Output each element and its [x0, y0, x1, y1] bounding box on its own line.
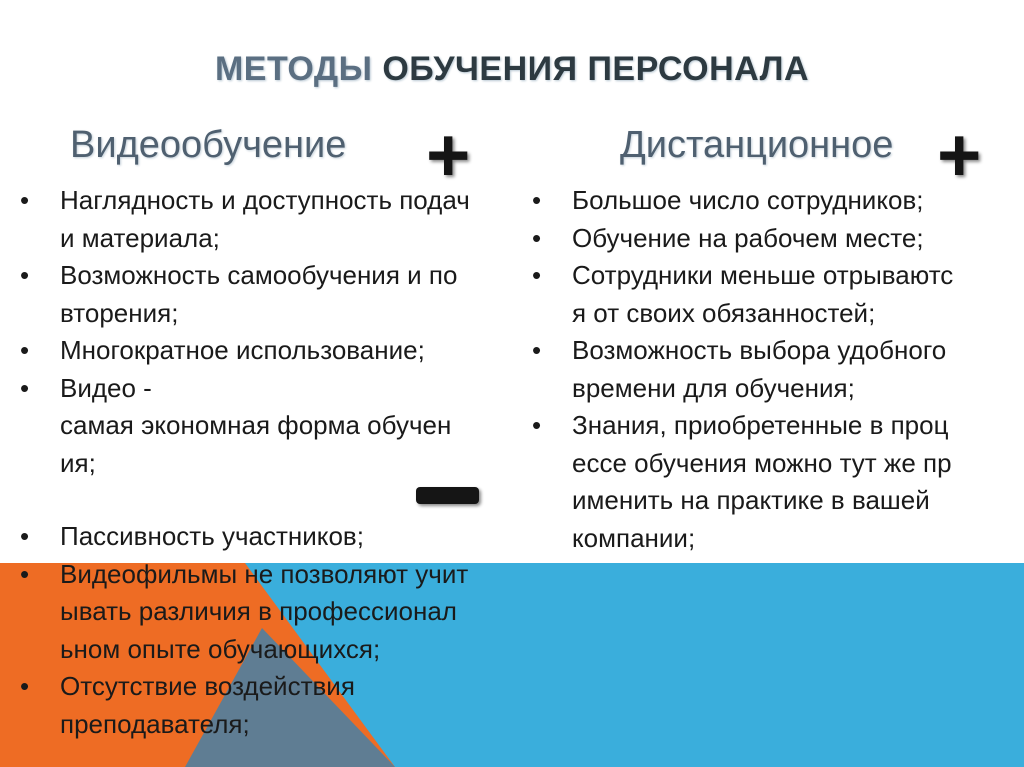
list-item: • Возможность выбора удобного времени для обучения;: [530, 332, 1010, 407]
list-item: • Пассивность участников;: [18, 518, 518, 556]
list-item: • Видео - самая экономная форма обучен ия;: [18, 370, 518, 483]
list-item: • Знания, приобретенные в проц ессе обучения можно тут же пр именить на практике в вашей компании;: [530, 407, 1010, 557]
heading-distance-learning: Дистанционное: [620, 124, 894, 166]
list-item: • Обучение на рабочем месте;: [530, 220, 1010, 258]
list-item: • Отсутствие воздействия преподавателя;: [18, 668, 518, 743]
distance-pros-list: [530, 182, 1010, 557]
list-item: • Сотрудники меньше отрываютс я от своих обязанностей;: [530, 257, 1010, 332]
list-item: • Большое число сотрудников;: [530, 182, 1010, 220]
plus-icon-left: +: [426, 113, 471, 198]
list-item: • Возможность самообучения и по вторения;: [18, 257, 518, 332]
slide-title-accent: МЕТОДЫ: [214, 50, 373, 88]
list-item: • Видеофильмы не позволяют учит ывать различия в профессионал ьном опыте обучающихся;: [18, 556, 518, 669]
minus-icon: [416, 487, 479, 504]
slide-title: [0, 50, 1024, 89]
slide-title-rest: ОБУЧЕНИЯ ПЕРСОНАЛА: [372, 50, 810, 88]
video-pros-list: [18, 182, 518, 482]
list-item: • Наглядность и доступность подач и материала;: [18, 182, 518, 257]
video-cons-list: [18, 518, 518, 743]
list-item: • Многократное использование;: [18, 332, 518, 370]
heading-video-learning: Видеообучение: [70, 124, 347, 166]
plus-icon-right: +: [937, 113, 982, 198]
